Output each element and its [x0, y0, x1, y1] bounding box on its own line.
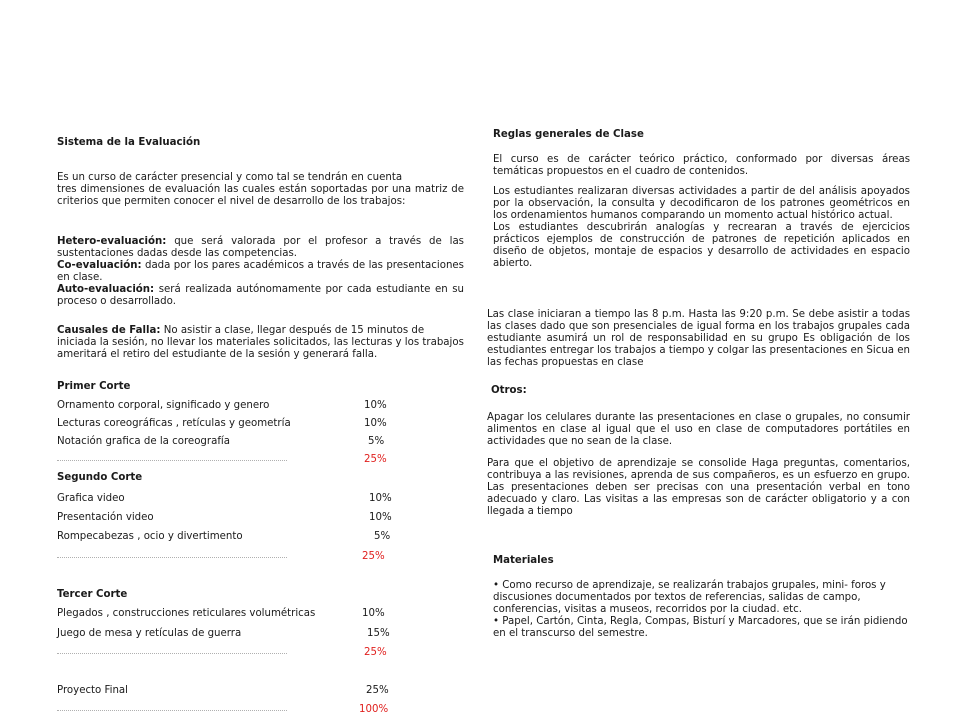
- dotted-leader: [57, 647, 287, 654]
- corte1-title: Primer Corte: [57, 381, 131, 392]
- grade-label: Notación grafica de la coreografía: [57, 436, 230, 447]
- materiales-title: Materiales: [493, 555, 554, 566]
- grade-pct: 10%: [364, 418, 387, 429]
- grade-label: Juego de mesa y retículas de guerra: [57, 628, 242, 639]
- grade-pct: 5%: [368, 436, 385, 447]
- subtotal-pct: 25%: [364, 454, 387, 465]
- auto-text: será realizada autónomamente por cada estudiante en su proceso o desarrollado.: [57, 284, 464, 307]
- reglas-body: [493, 154, 910, 270]
- reglas-title: Reglas generales de Clase: [493, 129, 644, 140]
- otros-body: [487, 412, 910, 518]
- corte2-title: Segundo Corte: [57, 472, 143, 483]
- materiales-item: [493, 616, 910, 640]
- hetero-text: que será valorada por el profesor a través de las sustentaciones dadas desde las competencias.: [57, 236, 464, 259]
- grade-pct: 10%: [364, 400, 387, 411]
- grade-label: Grafica video: [57, 493, 125, 504]
- intro-line-2: tres dimensiones de evaluación las cuales están soportadas por una matriz de criterios que permiten conocer el nivel de desarrollo de los trabajos:: [57, 184, 464, 207]
- reglas-paragraph: Los estudiantes realizaran diversas actividades a partir de del análisis apoyados por la observación, la consulta y decodificaron de los patrones geométricos en los ordenamientos humanos comparando un momento actual histórico actual.: [493, 186, 910, 221]
- grade-row: [57, 608, 417, 620]
- falla-paragraph: [57, 325, 464, 361]
- grade-pct: 10%: [369, 512, 392, 523]
- grade-label: Presentación video: [57, 512, 154, 523]
- grade-pct: 5%: [374, 531, 391, 542]
- corte3-title: Tercer Corte: [57, 589, 128, 600]
- auto-evaluation: [57, 284, 464, 308]
- grade-row: [57, 436, 417, 448]
- subtotal-row: [57, 647, 417, 659]
- grade-row: [57, 531, 417, 543]
- falla-label: Causales de Falla:: [57, 325, 161, 336]
- materiales-item-text: Papel, Cartón, Cinta, Regla, Compas, Bisturí y Marcadores, que se irán pidiendo en el transcurso del semestre.: [493, 616, 908, 639]
- grade-row: [57, 628, 417, 640]
- reglas-paragraph: El curso es de carácter teórico práctico, conformado por diversas áreas temáticas propuestos en el cuadro de contenidos.: [493, 154, 910, 177]
- grade-row: [57, 400, 417, 412]
- grade-label: Ornamento corporal, significado y genero: [57, 400, 270, 411]
- grade-pct: 10%: [369, 493, 392, 504]
- grade-label: Rompecabezas , ocio y divertimento: [57, 531, 243, 542]
- otros-paragraph: Para que el objetivo de aprendizaje se consolide Haga preguntas, comentarios, contribuya a las revisiones, aprenda de sus compañeros, es un esfuerzo en grupo. Las presentaciones deben ser precisas con una presentación verbal en tono adecuado y claro. Las visitas a las empresas son de carácter obligatorio y a con llegada a tiempo: [487, 458, 910, 517]
- co-text: dada por los pares académicos a través de las presentaciones en clase.: [57, 260, 464, 283]
- bullet-icon: •: [493, 580, 500, 591]
- horario-paragraph: Las clase iniciaran a tiempo las 8 p.m. Hasta las 9:20 p.m. Se debe asistir a todas las clases dado que son presenciales de igual forma en los trabajos grupales cada estudiante asumirá un rol de responsabilidad en su grupo Es obligación de los estudiantes entregar los trabajos a tiempo y colgar las presentaciones en Sicua en las fechas propuestas en clase: [487, 309, 910, 368]
- grade-pct: 15%: [367, 628, 390, 639]
- evaluation-types: [57, 236, 464, 308]
- grade-pct: 10%: [362, 608, 385, 619]
- dotted-leader: [57, 551, 287, 558]
- grade-label: Plegados , construcciones reticulares volumétricas: [57, 608, 316, 619]
- hetero-evaluation: [57, 236, 464, 260]
- grand-total-pct: 100%: [359, 704, 389, 715]
- grand-total-row: [57, 704, 417, 716]
- grade-row: [57, 493, 417, 505]
- reglas-paragraph: Los estudiantes descubrirán analogías y recrearan a través de ejercicios prácticos ejemplos de construcción de patrones de repetición aplicados en diseño de objetos, montaje de espacios y desarrollo de actividades en espacio abierto.: [493, 222, 910, 269]
- bullet-icon: •: [493, 616, 500, 627]
- subtotal-pct: 25%: [362, 551, 385, 562]
- materiales-item-text: Como recurso de aprendizaje, se realizarán trabajos grupales, mini- foros y discusiones documentados por textos de referencias, salidas de campo, conferencias, visitas a museos, recorridos por la ciudad. etc.: [493, 580, 886, 615]
- grade-row: [57, 512, 417, 524]
- subtotal-pct: 25%: [364, 647, 387, 658]
- dotted-leader: [57, 704, 287, 711]
- intro-line-1: Es un curso de carácter presencial y como tal se tendrán en cuenta: [57, 172, 403, 183]
- materiales-item: [493, 580, 910, 616]
- otros-title: Otros:: [491, 385, 527, 396]
- evaluation-title: Sistema de la Evaluación: [57, 137, 201, 148]
- hetero-label: Hetero-evaluación:: [57, 236, 167, 247]
- final-pct: 25%: [366, 685, 389, 696]
- materiales-list: [493, 580, 910, 640]
- co-evaluation: [57, 260, 464, 284]
- evaluation-intro: [57, 172, 464, 208]
- subtotal-row: [57, 454, 417, 466]
- co-label: Co-evaluación:: [57, 260, 142, 271]
- subtotal-row: [57, 551, 417, 563]
- dotted-leader: [57, 454, 287, 461]
- auto-label: Auto-evaluación:: [57, 284, 155, 295]
- falla-text: No asistir a clase, llegar después de 15 minutos de iniciada la sesión, no llevar los materiales solicitados, las lecturas y los trabajos ameritará el retiro del estudiante de la sesión y generará falla.: [57, 325, 464, 360]
- grade-row: [57, 418, 417, 430]
- grade-label: Lecturas coreográficas , retículas y geometría: [57, 418, 291, 429]
- otros-paragraph: Apagar los celulares durante las presentaciones en clase o grupales, no consumir alimentos en clase al igual que el uso en clase de computadores portátiles en actividades que no sean de la clase.: [487, 412, 910, 447]
- final-label: Proyecto Final: [57, 685, 129, 696]
- grade-row: [57, 685, 417, 697]
